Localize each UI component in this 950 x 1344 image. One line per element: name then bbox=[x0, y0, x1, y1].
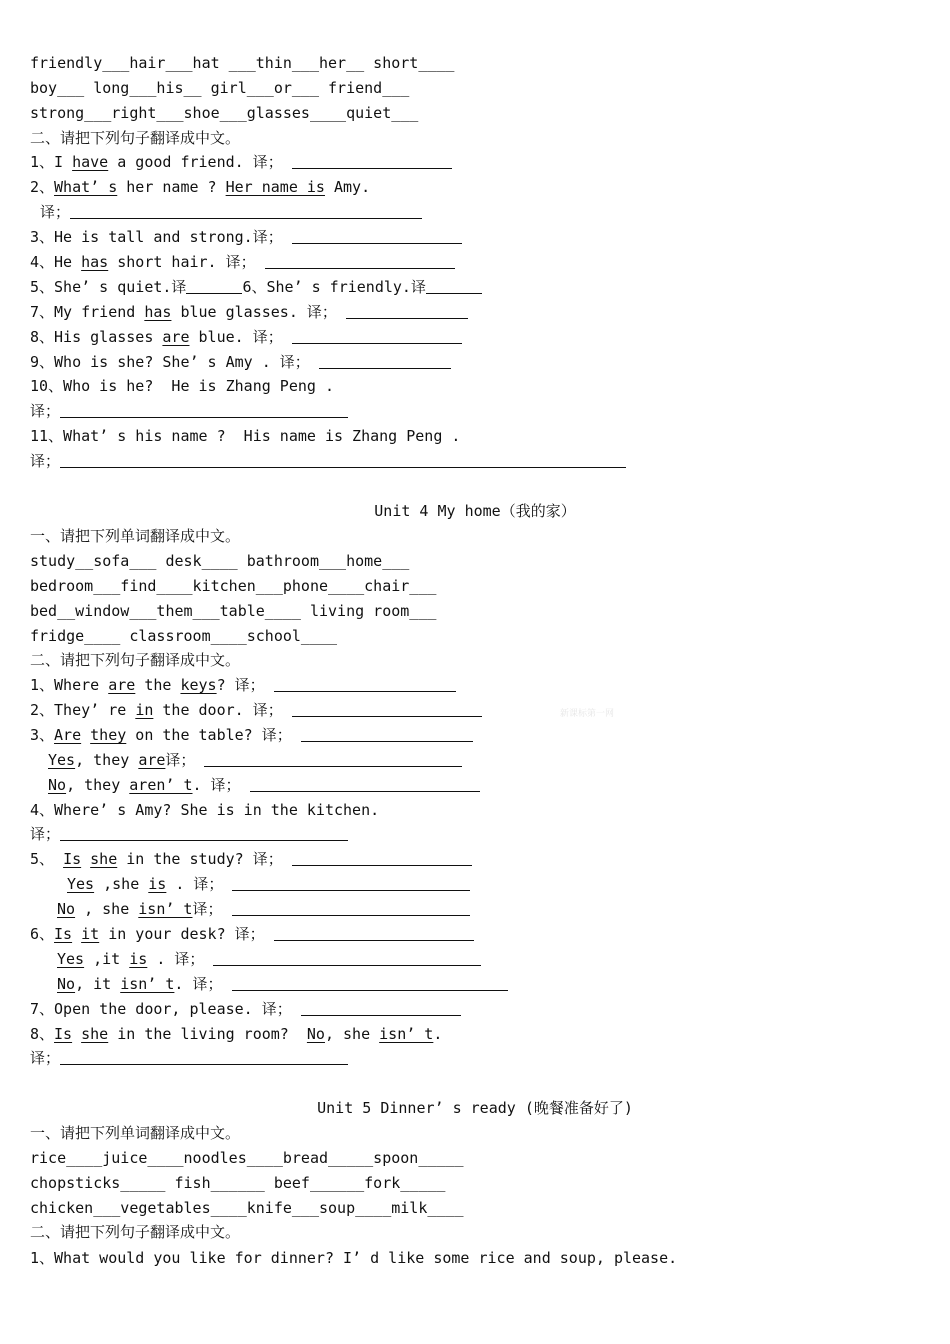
translation-row: 译； bbox=[30, 400, 348, 422]
answer-blank[interactable] bbox=[274, 675, 456, 692]
answer-blank[interactable] bbox=[265, 252, 455, 269]
unit-4-title: Unit 4 My home（我的家） bbox=[374, 502, 576, 520]
sentence-6-yes: Yes ,it is . 译； bbox=[57, 948, 481, 970]
answer-blank[interactable] bbox=[250, 775, 480, 792]
watermark: 新课标第一网 bbox=[560, 709, 615, 719]
word-line: fridge____ classroom____school____ bbox=[30, 627, 338, 645]
sentence-3-no: No, they aren’ t. 译； bbox=[48, 774, 480, 796]
answer-blank[interactable] bbox=[346, 302, 468, 319]
answer-blank[interactable] bbox=[274, 924, 474, 941]
section-heading: 一、请把下列单词翻译成中文。 bbox=[30, 1124, 241, 1142]
sentence-5: 5、 Is she in the study? 译； bbox=[30, 848, 472, 870]
sentence-4: 4、He has short hair. 译； bbox=[30, 251, 455, 273]
answer-blank[interactable] bbox=[60, 1048, 348, 1065]
answer-blank[interactable] bbox=[70, 202, 422, 219]
answer-blank[interactable] bbox=[186, 277, 242, 294]
word-line: chicken___vegetables____knife___soup____milk____ bbox=[30, 1199, 464, 1217]
answer-blank[interactable] bbox=[213, 949, 481, 966]
word-line: bedroom___find____kitchen___phone____chair___ bbox=[30, 577, 437, 595]
answer-blank[interactable] bbox=[292, 849, 472, 866]
section-heading: 二、请把下列句子翻译成中文。 bbox=[30, 129, 241, 147]
word-line: bed__window___them___table____ living room___ bbox=[30, 602, 437, 620]
answer-blank[interactable] bbox=[292, 227, 462, 244]
word-line: friendly___hair___hat ___thin___her__ short____ bbox=[30, 54, 455, 72]
answer-blank[interactable] bbox=[232, 974, 508, 991]
sentence-6-no: No, it isn’ t. 译； bbox=[57, 973, 508, 995]
answer-blank[interactable] bbox=[232, 874, 470, 891]
answer-blank[interactable] bbox=[301, 725, 473, 742]
translation-row: 译； bbox=[30, 1047, 348, 1069]
sentence-6: 6、Is it in your desk? 译； bbox=[30, 923, 474, 945]
translation-row: 译； bbox=[40, 201, 422, 223]
answer-blank[interactable] bbox=[60, 451, 626, 468]
sentence-3-yes: Yes, they are译； bbox=[48, 749, 462, 771]
translation-row: 译； bbox=[30, 823, 348, 845]
word-line: strong___right___shoe___glasses____quiet___ bbox=[30, 104, 419, 122]
section-heading: 二、请把下列句子翻译成中文。 bbox=[30, 651, 241, 669]
translation-row: 译； bbox=[30, 450, 626, 472]
sentence-7: 7、My friend has blue glasses. 译； bbox=[30, 301, 468, 323]
answer-blank[interactable] bbox=[426, 277, 482, 294]
sentence-8: 8、Is she in the living room? No, she isn’ t. bbox=[30, 1025, 443, 1043]
sentence-7: 7、Open the door, please. 译； bbox=[30, 998, 461, 1020]
sentence-4: 4、Where’ s Amy? She is in the kitchen. bbox=[30, 801, 380, 819]
sentence-2: 2、They’ re in the door. 译； bbox=[30, 699, 482, 721]
sentence-5-no: No , she isn’ t译； bbox=[57, 898, 470, 920]
sentence-1: 1、I have a good friend. 译； bbox=[30, 151, 452, 173]
word-line: study__sofa___ desk____ bathroom___home___ bbox=[30, 552, 410, 570]
answer-blank[interactable] bbox=[292, 327, 462, 344]
word-line: boy___ long___his__ girl___or___ friend___ bbox=[30, 79, 410, 97]
sentence-9: 9、Who is she? She’ s Amy . 译； bbox=[30, 351, 451, 373]
sentence-3: 3、He is tall and strong.译； bbox=[30, 226, 462, 248]
word-line: rice____juice____noodles____bread_____spoon_____ bbox=[30, 1149, 464, 1167]
answer-blank[interactable] bbox=[292, 152, 452, 169]
answer-blank[interactable] bbox=[319, 352, 451, 369]
section-heading: 二、请把下列句子翻译成中文。 bbox=[30, 1223, 241, 1241]
answer-blank[interactable] bbox=[232, 899, 470, 916]
answer-blank[interactable] bbox=[60, 824, 348, 841]
sentence-2: 2、What’ s her name ? Her name is Amy. bbox=[30, 178, 371, 196]
unit-5-title: Unit 5 Dinner’ s ready (晚餐准备好了) bbox=[317, 1099, 633, 1117]
word-line: chopsticks_____ fish______ beef______fork_____ bbox=[30, 1174, 446, 1192]
sentence-5-yes: Yes ,she is . 译； bbox=[67, 873, 470, 895]
answer-blank[interactable] bbox=[301, 999, 461, 1016]
sentence-11: 11、What’ s his name ? His name is Zhang Peng . bbox=[30, 427, 461, 445]
answer-blank[interactable] bbox=[60, 401, 348, 418]
answer-blank[interactable] bbox=[292, 700, 482, 717]
sentence-1: 1、What would you like for dinner? I’ d like some rice and soup, please. bbox=[30, 1249, 678, 1267]
answer-blank[interactable] bbox=[204, 750, 462, 767]
sentence-3: 3、Are they on the table? 译； bbox=[30, 724, 473, 746]
section-heading: 一、请把下列单词翻译成中文。 bbox=[30, 527, 241, 545]
sentence-5-6: 5、She’ s quiet.译 6、She’ s friendly.译 bbox=[30, 276, 482, 298]
sentence-10: 10、Who is he? He is Zhang Peng . bbox=[30, 377, 334, 395]
sentence-1: 1、Where are the keys? 译； bbox=[30, 674, 456, 696]
sentence-8: 8、His glasses are blue. 译； bbox=[30, 326, 462, 348]
